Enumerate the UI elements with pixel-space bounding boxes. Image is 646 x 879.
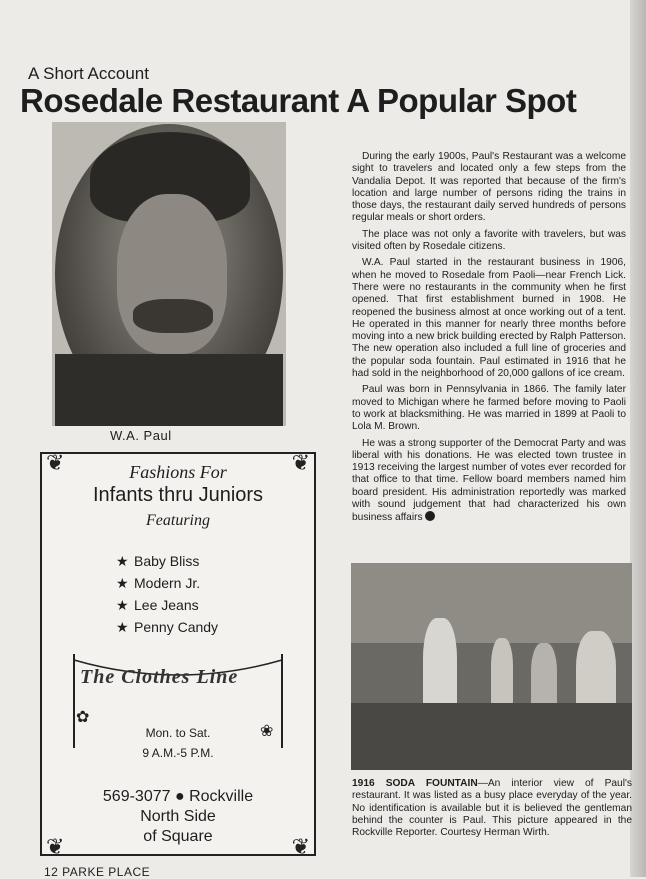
svg-text:✿: ✿ — [76, 709, 90, 726]
star-icon: ★ — [116, 597, 129, 613]
store-name-logo: The Clothes Line — [80, 666, 239, 688]
photo-caption — [352, 778, 632, 839]
brand-label: Penny Candy — [134, 619, 219, 635]
ornament-top-left-icon: ❦ — [46, 450, 65, 475]
portrait-caption: W.A. Paul — [110, 428, 172, 443]
brand-item — [116, 572, 218, 594]
article-kicker: A Short Account — [28, 64, 149, 83]
ad-location-2: of Square — [143, 828, 213, 845]
ad-phone: 569-3077 ● Rockville — [102, 788, 254, 805]
article-paragraph-last — [352, 438, 626, 525]
brand-item — [116, 616, 218, 638]
ad-hours-days: Mon. to Sat. — [145, 726, 211, 740]
clothing-store-ad — [40, 450, 316, 859]
ad-line-fashions: Fashions For — [129, 462, 227, 482]
brand-item — [116, 550, 218, 572]
ad-line-infants: Infants thru Juniors — [92, 484, 264, 506]
portrait-mustache — [133, 299, 213, 333]
article-paragraph: W.A. Paul started in the restaurant business in 1906, when he moved to Rosedale from Paoli—near French Lick. There were no restaurants in the community when he first opened. That first establishment burned in 1908. He reopened the business almost at once working out of a tent. He operated in this manner for nearly three months before moving into a new brick building erected by Ralph Patterson. The new operation also included a full line of groceries and the popular soda fountain. Paul estimated in 1916 that he had sold in the neighborhood of 20,000 gallons of ice cream. — [352, 257, 626, 380]
photo-figure — [491, 638, 513, 708]
article-paragraph: Paul was born in Pennsylvania in 1866. The family later moved to Michigan where he farmed before moving to Paoli to work at blacksmithing. He was married in 1899 at Paoli to Lola M. Brown. — [352, 384, 626, 433]
article-paragraph-text: He was a strong supporter of the Democrat Party and was liberal with his donations. He was elected town trustee in 1913 receiving the largest number of votes ever recorded for that office to that time. Fellow board members named him board president. His administration reportedly was marked with sound judgement that had characterized his own business affairs — [352, 437, 626, 524]
photo-caption-text: —An interior view of Paul's restaurant. It was listed as a busy place everyday of the year. No identification is available but it is believed the gentleman behind the counter is Paul. This picture appeared in the Rockville Reporter. Courtesy Herman Wirth. — [352, 778, 632, 839]
article-body — [352, 151, 626, 529]
brand-item — [116, 594, 218, 616]
end-mark-icon — [425, 511, 435, 521]
page-folio: 12 PARKE PLACE — [44, 865, 151, 879]
brand-label: Lee Jeans — [134, 597, 199, 613]
photo-caption-lead: 1916 SODA FOUNTAIN — [352, 778, 478, 789]
article-paragraph: During the early 1900s, Paul's Restaurant was a welcome sight to travelers and located only a few steps from the Vandalia Depot. It was reported that because of the firm's location and large number of persons riding the trains in those days, the restaurant daily served hundreds of persons regular meals or short orders. — [352, 151, 626, 224]
portrait-photo — [52, 122, 286, 426]
brand-label: Modern Jr. — [134, 575, 201, 591]
ornament-bottom-left-icon: ❦ — [46, 834, 65, 859]
star-icon: ★ — [116, 619, 129, 635]
portrait-coat — [55, 354, 283, 426]
ad-hours-time: 9 A.M.-5 P.M. — [142, 746, 214, 760]
photo-counter — [351, 703, 632, 770]
page-edge — [630, 0, 646, 877]
star-icon: ★ — [116, 553, 129, 569]
star-icon: ★ — [116, 575, 129, 591]
soda-fountain-photo — [351, 563, 632, 770]
ad-location-1: North Side — [140, 808, 216, 825]
portrait-oval — [55, 124, 283, 424]
article-headline: Rosedale Restaurant A Popular Spot — [20, 82, 577, 119]
ornament-top-right-icon: ❦ — [291, 450, 310, 475]
ornament-bottom-right-icon: ❦ — [291, 834, 310, 859]
article-paragraph: The place was not only a favorite with travelers, but was visited often by Rosedale citizens. — [352, 228, 626, 253]
svg-text:❀: ❀ — [260, 723, 274, 740]
brand-list — [116, 550, 218, 638]
brand-label: Baby Bliss — [134, 553, 200, 569]
ad-line-featuring: Featuring — [146, 512, 210, 529]
